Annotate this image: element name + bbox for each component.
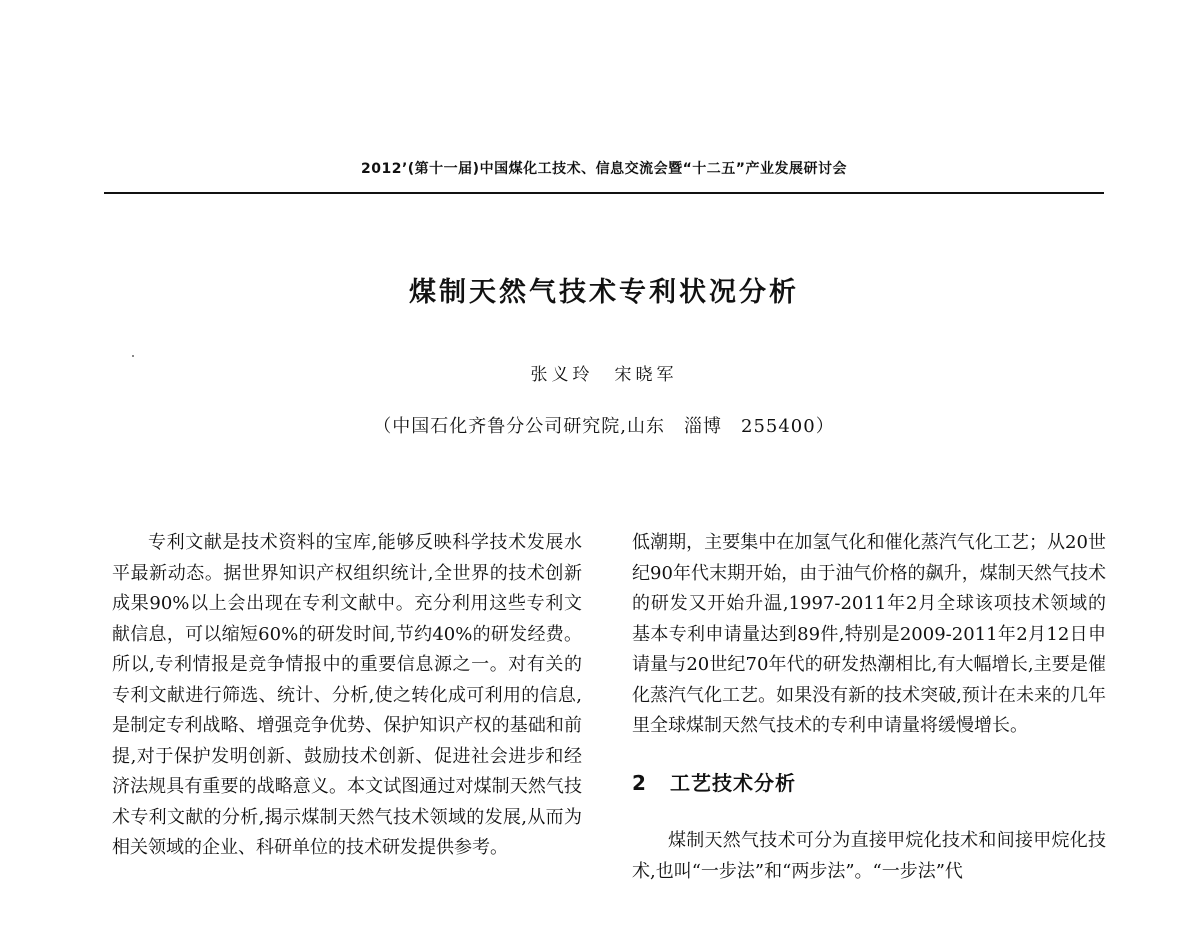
scan-speck	[132, 355, 134, 357]
section-paragraph: 煤制天然气技术可分为直接甲烷化技术和间接甲烷化技术,也叫“一步法”和“两步法”。“一步法”代	[632, 830, 1106, 882]
header-rule	[104, 192, 1104, 194]
section-heading	[632, 768, 1106, 799]
affiliation: （中国石化齐鲁分公司研究院,山东 淄博 255400）	[373, 416, 835, 437]
intro-paragraph: 专利文献是技术资料的宝库,能够反映科学技术发展水平最新动态。据世界知识产权组织统计,全世界的技术创新成果90%以上会出现在专利文献中。充分利用这些专利文献信息，可以缩短60%的研发时间,节约40%的研发经费。所以,专利情报是竞争情报中的重要信息源之一。对有关的专利文献进行筛选、统计、分析,使之转化成可利用的信息,是制定专利战略、增强竞争优势、保护知识产权的基础和前提,对于保护发明创新、鼓励技术创新、促进社会进步和经济法规具有重要的战略意义。本文试图通过对煤制天然气技术专利文献的分析,揭示煤制天然气技术领域的发展,从而为相关领域的企业、科研单位的技术研发提供参考。	[112, 532, 582, 858]
running-header: 2012’(第十一届)中国煤化工技术、信息交流会暨“十二五”产业发展研讨会	[361, 161, 847, 177]
section-number: 2	[632, 770, 647, 795]
continued-paragraph: 低潮期，主要集中在加氢气化和催化蒸汽气化工艺；从20世纪90年代末期开始，由于油气价格的飙升，煤制天然气技术的研发又开始升温,1997-2011年2月全球该项技术领域的基本专利申请量达到89件,特别是2009-2011年2月12日申请量与20世纪70年代的研发热潮相比,有大幅增长,主要是催化蒸汽气化工艺。如果没有新的技术突破,预计在未来的几年里全球煤制天然气技术的专利申请量将缓慢增长。	[632, 532, 1106, 736]
authors: 张义玲 宋晓军	[530, 365, 678, 385]
left-column	[112, 528, 582, 864]
paper-title: 煤制天然气技术专利状况分析	[409, 277, 799, 308]
right-column	[632, 528, 1106, 887]
section-title: 工艺技术分析	[670, 770, 796, 795]
